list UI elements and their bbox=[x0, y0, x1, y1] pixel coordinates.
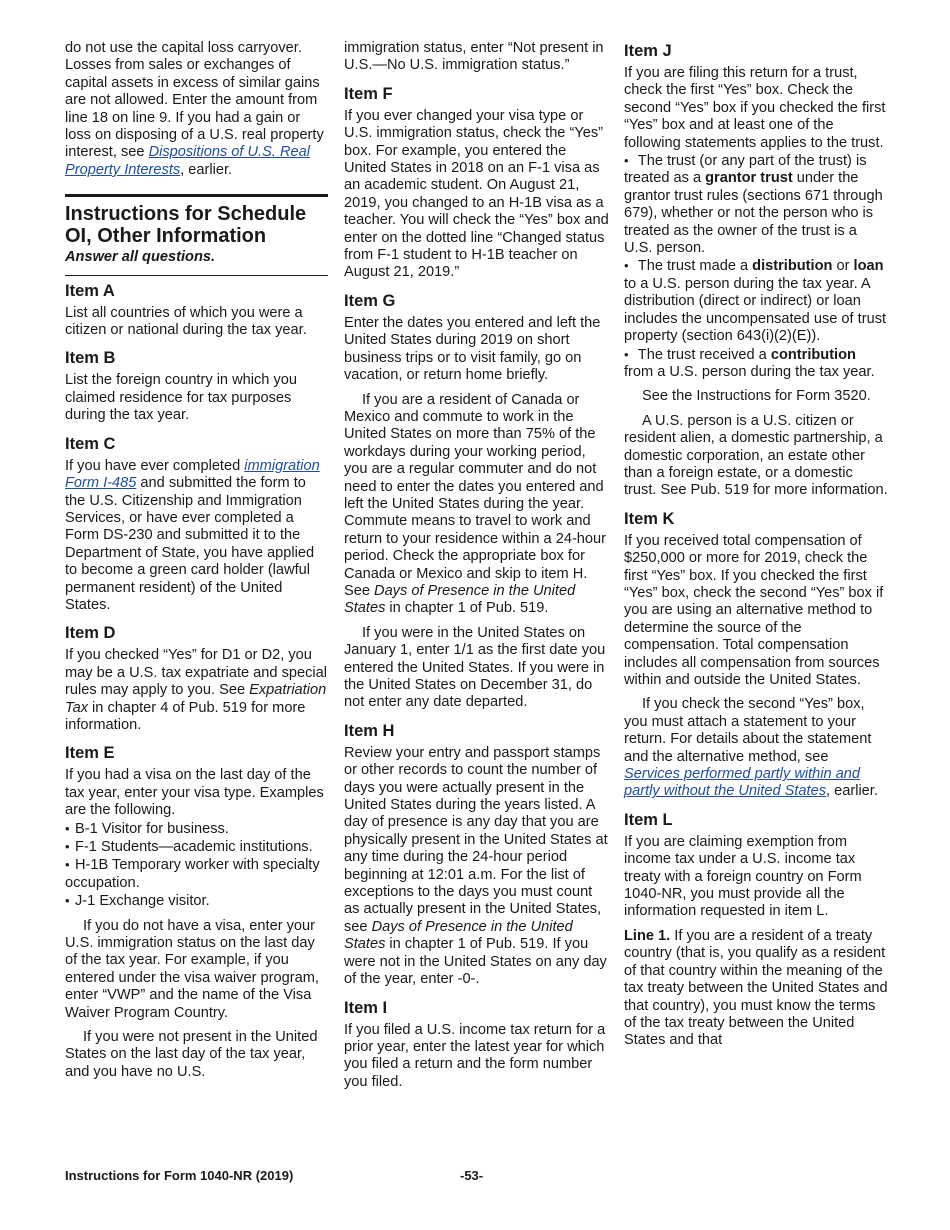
trust-bullet: • The trust made a distribution or loan to a U.S. person during the tax year. A distribution (direct or indirect) or loan includes the uncompensated use of trust property (section 643(i)(2)(E)). bbox=[624, 257, 888, 345]
item-e-para-2: If you do not have a visa, enter your U.S. immigration status on the last day of the tax year. For example, if you entered under the visa waiver program, enter “VWP” and the name of the Visa Waiver Program Country. bbox=[65, 917, 319, 1021]
item-j-text: If you are filing this return for a trust, check the first “Yes” box. Check the second “Yes” box if you checked the first “Yes” box and at least one of the following statements applies to the trust. bbox=[624, 65, 886, 151]
item-b-heading: Item B bbox=[65, 349, 116, 368]
item-g-para-3: If you were in the United States on January 1, enter 1/1 as the first date you entered the United States. If you were in the United States on December 31, do not enter any date departed. bbox=[344, 624, 606, 711]
section-title: Instructions for Schedule OI, Other Information bbox=[65, 203, 307, 248]
item-g-para-2: If you are a resident of Canada or Mexico and commute to work in the United States on more than 75% of the workdays during your working period, you are a regular commuter and do not need to enter the dates you entered and left the United States during the year. Commute means to travel to work and return to your residence within a 24-hour period. Check the appropriate box for Canada or Mexico and skip to item H. See Days of Presence in the United States in chapter 1 of Pub. 519. bbox=[344, 391, 607, 617]
visa-bullet: • F-1 Students—academic institutions. bbox=[65, 838, 328, 856]
intro-text-end: , earlier. bbox=[180, 161, 233, 178]
page-number: -53- bbox=[460, 1168, 484, 1183]
item-e-continued: immigration status, enter “Not present in U.S.—No U.S. immigration status.” bbox=[344, 40, 604, 74]
column-2 bbox=[344, 40, 609, 1091]
visa-bullet: • H-1B Temporary worker with specialty occupation. bbox=[65, 856, 328, 892]
section-subtitle: Answer all questions. bbox=[65, 249, 216, 266]
item-h-text: Review your entry and passport stamps or other records to count the number of days you were actually present in the United States during the years listed. A day of presence is any day that you are physically present in the United States at any time during the 24-hour period beginning at 12:01 a.m. For the list of exceptions to the days you must count as actually present in the United States, see Days of Presence in the United States in chapter 1 of Pub. 519. If you were not in the United States on any day of the year, enter -0-. bbox=[344, 744, 608, 988]
item-k-para-2: If you check the second “Yes” box, you must attach a statement to your return. For details about the statement and the alternative method, see Services performed partly within and partly without the United States, earlier. bbox=[624, 696, 878, 800]
item-e-heading: Item E bbox=[65, 744, 115, 763]
item-a-heading: Item A bbox=[65, 281, 115, 300]
item-e-para-3: If you were not present in the United States on the last day of the tax year, and you have no U.S. bbox=[65, 1029, 318, 1080]
item-j-heading: Item J bbox=[624, 42, 672, 60]
item-i-heading: Item I bbox=[344, 998, 388, 1017]
item-h-heading: Item H bbox=[344, 721, 395, 740]
item-c-heading: Item C bbox=[65, 434, 116, 453]
item-j-para-2: See the Instructions for Form 3520. bbox=[642, 388, 871, 405]
item-i-text: If you filed a U.S. income tax return for a prior year, enter the latest year for which you filed a return and the form number you filed. bbox=[344, 1021, 606, 1090]
item-g-text: Enter the dates you entered and left the United States during 2019 on short business trips or to visit family, go on vacation, or return home briefly. bbox=[344, 314, 601, 384]
item-c-text: If you have ever completed immigration Form I-485 and submitted the form to the U.S. Citizenship and Immigration Services, or have ever completed a Form DS-230 and submitted it to the Department of State, you have applied to become a green card holder (lawful permanent resident) of the United States. bbox=[65, 457, 320, 613]
item-k-text: If you received total compensation of $250,000 or more for 2019, check the first “Yes” box. If you checked the first “Yes” box, check the second “Yes” box if you are using an alternative method to determine the source of the compensation. Total compensation includes all compensation from sources within and outside the United States. bbox=[624, 532, 884, 688]
item-l-text: If you are claiming exemption from income tax under a U.S. income tax treaty with a foreign country on Form 1040-NR, you must provide all the information requested in item L. bbox=[624, 833, 862, 920]
item-d-text: If you checked “Yes” for D1 or D2, you may be a U.S. tax expatriate and special rules may apply to you. See Expatriation Tax in chapter 4 of Pub. 519 for more information. bbox=[65, 647, 328, 733]
item-g-heading: Item G bbox=[344, 291, 396, 310]
services-performed-link[interactable]: Services performed partly within and partly without the United States bbox=[624, 766, 861, 800]
column-1 bbox=[65, 40, 328, 1081]
column-3 bbox=[624, 40, 888, 1050]
line-1-paragraph: Line 1. If you are a resident of a treaty country (that is, you qualify as a resident of that country within the meaning of the tax treaty between the United States and that country), you must know the terms of the tax treaty between the United States and that bbox=[624, 927, 888, 1049]
dispositions-link[interactable]: Dispositions of U.S. Real Property Interests bbox=[65, 144, 310, 178]
item-l-heading: Item L bbox=[624, 810, 673, 829]
trust-bullet: • The trust (or any part of the trust) is treated as a grantor trust under the grantor trust rules (sections 671 through 679), whether or not the person who is treated as the owner of the trust is a U.S. person. bbox=[624, 152, 888, 257]
trust-bullet: • The trust received a contribution from a U.S. person during the tax year. bbox=[624, 346, 888, 382]
visa-bullet: • B-1 Visitor for business. bbox=[65, 820, 328, 838]
item-e-text: If you had a visa on the last day of the tax year, enter your visa type. Examples are the following. bbox=[65, 767, 324, 819]
item-f-heading: Item F bbox=[344, 84, 393, 103]
item-b-text: List the foreign country in which you claimed residence for tax purposes during the tax year. bbox=[65, 372, 298, 424]
footer-form-title: Instructions for Form 1040-NR (2019) bbox=[65, 1168, 294, 1183]
form-i485-link[interactable]: immigration Form I-485 bbox=[65, 457, 320, 492]
item-j-para-3: A U.S. person is a U.S. citizen or resident alien, a domestic partnership, a domestic corporation, an estate other than a foreign estate, or a domestic trust. See Pub. 519 for more information. bbox=[624, 412, 888, 499]
visa-bullet: • J-1 Exchange visitor. bbox=[65, 892, 328, 910]
item-a-text: List all countries of which you were a citizen or national during the tax year. bbox=[65, 304, 307, 339]
intro-text: do not use the capital loss carryover. Losses from sales or exchanges of capital assets in excess of similar gains are not allowed. Enter the amount from line 18 on line 9. If you had a gain or loss on disposing of a U.S. real property interest, see bbox=[65, 40, 324, 161]
line-1-label: Line 1. bbox=[624, 927, 671, 944]
subtitle-divider bbox=[65, 275, 328, 276]
item-d-heading: Item D bbox=[65, 624, 116, 643]
intro-paragraph bbox=[65, 40, 328, 179]
item-f-text: If you ever changed your visa type or U.S. immigration status, check the “Yes” box. For example, you entered the United States in 2018 on an F-1 visa as an academic student. On August 21, 2019, you changed to an H-1B visa as a teacher. You will check the “Yes” box and enter on the dotted line “Changed status from F-1 student to H-1B teacher on August 21, 2019.” bbox=[344, 107, 609, 281]
item-k-heading: Item K bbox=[624, 509, 675, 528]
section-divider bbox=[65, 194, 328, 197]
